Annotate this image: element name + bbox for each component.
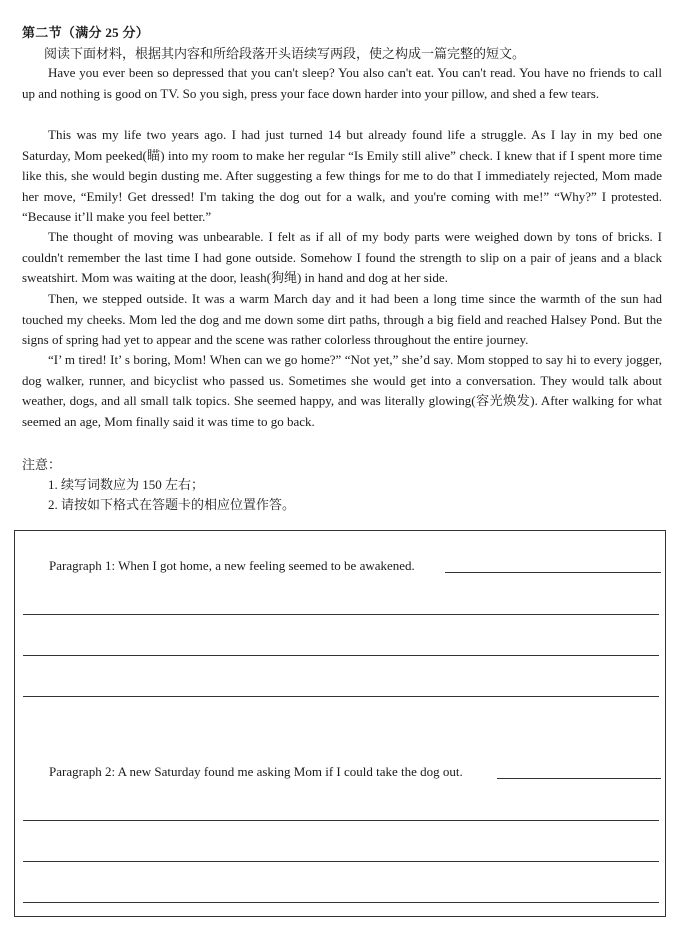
paragraph-1-prompt: Paragraph 1: When I got home, a new feeling seemed to be awakened. — [49, 558, 415, 573]
answer-box — [14, 530, 666, 917]
answer-line[interactable] — [23, 902, 659, 903]
paragraph-1-inline-line[interactable] — [445, 572, 661, 573]
answer-line[interactable] — [23, 696, 659, 697]
note-item: 2. 请按如下格式在答题卡的相应位置作答。 — [48, 497, 296, 512]
answer-line[interactable] — [23, 861, 659, 862]
paragraph-2-prompt: Paragraph 2: A new Saturday found me asking Mom if I could take the dog out. — [49, 764, 463, 779]
section-title: 第二节（满分 25 分） — [22, 25, 150, 40]
passage-paragraph-3: The thought of moving was unbearable. I felt as if all of my body parts were weighed down by tons of bricks. I couldn't remember the last time I had gone outside. Somehow I found the strength to slip on a pair of jeans and a black sweatshirt. Mom was waiting at the door, leash(狗绳) in hand and dog at her side. — [22, 229, 662, 285]
passage-paragraph-1: Have you ever been so depressed that you can't sleep? You also can't eat. You can't read. You have no friends to call up and nothing is good on TV. So you sigh, press your face down harder into your pillow, and shed a few tears. — [22, 65, 662, 101]
answer-line[interactable] — [23, 655, 659, 656]
passage-paragraph-4: Then, we stepped outside. It was a warm March day and it had been a long time since the warmth of the sun had touched my cheeks. Mom led the dog and me down some dirt paths, through a big field and reached Halsey Pond. But the signs of spring had yet to appear and the scene was rather colorless throughout the entire journey. — [22, 291, 662, 347]
answer-line[interactable] — [23, 614, 659, 615]
notes-heading: 注意： — [22, 457, 62, 472]
instruction-text: 阅读下面材料，根据其内容和所给段落开头语续写两段，使之构成一篇完整的短文。 — [44, 46, 526, 61]
paragraph-2-inline-line[interactable] — [497, 778, 661, 779]
answer-line[interactable] — [23, 820, 659, 821]
passage-paragraph-2: This was my life two years ago. I had just turned 14 but already found life a struggle. As I lay in my bed one Saturday, Mom peeked(瞄) into my room to make her regular “Is Emily still alive” check. I knew that if I spent more time like this, she would begin dusting me. After suggesting a few things for me to do that I immediately rejected, Mom made her move, “Emily! Get dressed! I'm taking the dog out for a walk, and you're coming with me!” “Why?” I protested. “Because it’ll make you feel better.” — [22, 127, 662, 224]
notes-section — [22, 455, 295, 515]
note-item: 1. 续写词数应为 150 左右； — [48, 477, 205, 492]
passage-paragraph-5: “I’ m tired! It’ s boring, Mom! When can we go home?” “Not yet,” she’d say. Mom stopped to say hi to every jogger, dog walker, runner, and bicyclist who passed us. Sometimes she would get into a conversation. They would talk about weather, dogs, and all small talk topics. She seemed happy, and was literally glowing(容光焕发). After walking for what seemed an age, Mom finally said it was time to go back. — [22, 352, 662, 429]
